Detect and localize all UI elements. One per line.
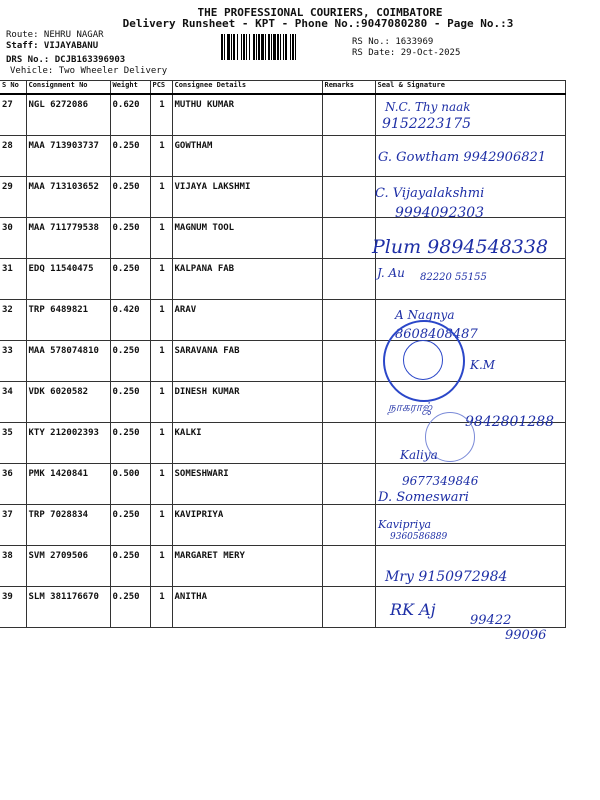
seal-signature-cell-text: [378, 136, 565, 141]
consignment-cell-text: MAA 711779538: [28, 223, 99, 233]
weight-cell-text: 0.500: [112, 469, 140, 479]
sno-cell: [0, 300, 26, 341]
remarks-cell: [322, 136, 375, 177]
consignment-cell-text: NGL 6272086: [28, 100, 89, 110]
weight-cell-text: 0.250: [112, 182, 140, 192]
phone-row-39-a: 99422: [470, 613, 512, 628]
shop-seal-stamp: [383, 320, 465, 402]
signature-row-38: Mry 9150972984: [385, 569, 508, 585]
consignment-cell: [26, 259, 110, 300]
sno-cell-text: 27: [2, 100, 13, 110]
consignment-cell: [26, 218, 110, 259]
weight-cell: [110, 382, 150, 423]
remarks-cell-text: [325, 218, 375, 223]
remarks-cell-text: [325, 423, 375, 428]
remarks-cell: [322, 341, 375, 382]
signature-row-37: Kavipriya: [378, 518, 432, 531]
pcs-cell-text: 1: [159, 510, 165, 520]
pcs-cell-text: 1: [159, 346, 165, 356]
signature-row-31: J. Au: [377, 266, 405, 280]
col-sno: S No: [0, 81, 26, 95]
consignee-cell: [172, 259, 322, 300]
pcs-cell-text: 1: [159, 387, 165, 397]
remarks-cell: [322, 423, 375, 464]
seal-signature-cell-text: [378, 177, 565, 182]
pcs-cell: [150, 587, 172, 628]
remarks-cell: [322, 382, 375, 423]
consignee-cell: [172, 464, 322, 505]
consignee-cell: [172, 505, 322, 546]
sno-cell-text: 34: [2, 387, 13, 397]
phone-row-39-b: 99096: [505, 628, 547, 643]
pcs-cell-text: 1: [159, 182, 165, 192]
remarks-cell-text: [325, 341, 375, 346]
seal-signature-cell-text: [378, 464, 565, 469]
weight-cell: [110, 300, 150, 341]
vehicle-label: Vehicle: Two Wheeler Delivery: [10, 66, 168, 76]
consignment-cell: [26, 136, 110, 177]
consignee-cell-text: ARAV: [174, 305, 197, 315]
sno-cell: [0, 94, 26, 136]
consignment-cell-text: SLM 381176670: [28, 592, 99, 602]
table-header-row: [0, 81, 565, 95]
signature-row-36: D. Someswari: [378, 490, 469, 505]
sno-cell-text: 33: [2, 346, 13, 356]
sno-cell: [0, 341, 26, 382]
weight-cell-text: 0.250: [112, 551, 140, 561]
consignment-cell-text: MAA 578074810: [28, 346, 99, 356]
company-title: THE PROFESSIONAL COURIERS, COIMBATORE: [197, 6, 443, 19]
consignment-cell-text: EDQ 11540475: [28, 264, 94, 274]
col-consignee: Consignee Details: [172, 81, 322, 95]
pcs-cell: [150, 546, 172, 587]
table-row: [0, 300, 565, 341]
signature-row-29: C. Vijayalakshmi: [375, 186, 485, 201]
sno-cell: [0, 423, 26, 464]
remarks-cell: [322, 505, 375, 546]
pcs-cell-text: 1: [159, 469, 165, 479]
weight-cell: [110, 546, 150, 587]
remarks-cell: [322, 259, 375, 300]
remarks-cell-text: [325, 382, 375, 387]
consignment-cell-text: VDK 6020582: [28, 387, 89, 397]
weight-cell: [110, 587, 150, 628]
sno-cell-text: 39: [2, 592, 13, 602]
pcs-cell: [150, 300, 172, 341]
consignee-cell-text: SARAVANA FAB: [174, 346, 240, 356]
remarks-cell: [322, 218, 375, 259]
consignment-cell: [26, 587, 110, 628]
weight-cell-text: 0.620: [112, 100, 140, 110]
signature-row-35: Kaliya: [400, 448, 438, 462]
pcs-cell-text: 1: [159, 264, 165, 274]
consignment-cell: [26, 423, 110, 464]
pcs-cell-text: 1: [159, 551, 165, 561]
pcs-cell-text: 1: [159, 100, 165, 110]
pcs-cell: [150, 177, 172, 218]
consignee-cell: [172, 423, 322, 464]
sno-cell-text: 30: [2, 223, 13, 233]
consignment-cell: [26, 382, 110, 423]
sno-cell-text: 35: [2, 428, 13, 438]
sno-cell-text: 36: [2, 469, 13, 479]
col-pcs: PCS: [150, 81, 172, 95]
seal-signature-cell-text: [378, 546, 565, 551]
weight-cell: [110, 259, 150, 300]
weight-cell-text: 0.250: [112, 264, 140, 274]
weight-cell: [110, 423, 150, 464]
consignee-cell: [172, 546, 322, 587]
remarks-cell-text: [325, 546, 375, 551]
sno-cell: [0, 136, 26, 177]
sno-cell: [0, 177, 26, 218]
remarks-cell-text: [325, 136, 375, 141]
sno-cell-text: 31: [2, 264, 13, 274]
sno-cell-text: 37: [2, 510, 13, 520]
weight-cell-text: 0.250: [112, 346, 140, 356]
sno-cell-text: 38: [2, 551, 13, 561]
weight-cell-text: 0.250: [112, 387, 140, 397]
weight-cell: [110, 464, 150, 505]
remarks-cell: [322, 464, 375, 505]
consignee-cell-text: GOWTHAM: [174, 141, 213, 151]
pcs-cell-text: 1: [159, 141, 165, 151]
phone-row-36: 9677349846: [402, 474, 479, 488]
barcode-bar: [296, 34, 298, 60]
pcs-cell: [150, 464, 172, 505]
pcs-cell: [150, 382, 172, 423]
pcs-cell: [150, 94, 172, 136]
weight-cell-text: 0.420: [112, 305, 140, 315]
consignment-cell: [26, 341, 110, 382]
consignee-cell-text: MARGARET MERY: [174, 551, 245, 561]
consignment-cell-text: PMK 1420841: [28, 469, 89, 479]
signature-row-32: A Nagnya: [395, 308, 455, 322]
drs-label: DRS No.: DCJB163396903: [6, 55, 126, 65]
remarks-cell-text: [325, 587, 375, 592]
sno-cell: [0, 218, 26, 259]
consignment-cell-text: TRP 6489821: [28, 305, 89, 315]
consignee-cell-text: SOMESHWARI: [174, 469, 229, 479]
consignment-cell: [26, 546, 110, 587]
table-row: [0, 464, 565, 505]
sno-cell-text: 29: [2, 182, 13, 192]
weight-cell-text: 0.250: [112, 141, 140, 151]
sno-cell: [0, 505, 26, 546]
pcs-cell-text: 1: [159, 223, 165, 233]
remarks-cell-text: [325, 259, 375, 264]
pcs-cell: [150, 423, 172, 464]
sno-cell: [0, 382, 26, 423]
phone-row-34: 9842801288: [465, 414, 555, 430]
rs-date: RS Date: 29-Oct-2025: [352, 48, 461, 58]
weight-cell: [110, 94, 150, 136]
signature-row-27: N.C. Thy naak: [385, 100, 471, 114]
signature-row-30: Plum 9894548338: [372, 236, 549, 258]
consignment-cell-text: MAA 713903737: [28, 141, 99, 151]
consignee-cell-text: KALKI: [174, 428, 202, 438]
pcs-cell: [150, 136, 172, 177]
remarks-cell: [322, 177, 375, 218]
table-row: [0, 94, 565, 136]
sno-cell-text: 32: [2, 305, 13, 315]
pcs-cell: [150, 505, 172, 546]
runsheet-subtitle: Delivery Runsheet - KPT - Phone No.:9047080280 - Page No.:3: [122, 17, 514, 30]
consignee-cell-text: KAVIPRIYA: [174, 510, 224, 520]
weight-cell-text: 0.250: [112, 592, 140, 602]
col-remarks: Remarks: [322, 81, 375, 95]
sno-cell-text: 28: [2, 141, 13, 151]
seal-signature-cell-text: [378, 587, 565, 592]
pcs-cell: [150, 341, 172, 382]
consignee-cell: [172, 136, 322, 177]
weight-cell: [110, 218, 150, 259]
remarks-cell-text: [325, 177, 375, 182]
weight-cell: [110, 136, 150, 177]
pcs-cell: [150, 259, 172, 300]
signature-row-34: நாகராஜ்: [388, 400, 433, 414]
consignee-cell: [172, 218, 322, 259]
weight-cell-text: 0.250: [112, 223, 140, 233]
remarks-cell: [322, 546, 375, 587]
pcs-cell-text: 1: [159, 305, 165, 315]
consignee-cell: [172, 94, 322, 136]
note-row-31: 82220 55155: [420, 272, 487, 283]
pcs-cell-text: 1: [159, 592, 165, 602]
barcode: [221, 34, 349, 60]
consignee-cell: [172, 341, 322, 382]
consignee-cell-text: VIJAYA LAKSHMI: [174, 182, 251, 192]
sno-cell: [0, 259, 26, 300]
remarks-cell-text: [325, 464, 375, 469]
col-consignment: Consignment No: [26, 81, 110, 95]
consignment-cell: [26, 300, 110, 341]
table-row: [0, 505, 565, 546]
consignee-cell-text: MUTHU KUMAR: [174, 100, 235, 110]
remarks-cell: [322, 94, 375, 136]
signature-row-28: G. Gowtham 9942906821: [378, 150, 547, 165]
pcs-cell: [150, 218, 172, 259]
consignment-cell-text: KTY 212002393: [28, 428, 99, 438]
consignee-cell-text: ANITHA: [174, 592, 208, 602]
signature-row-33: K.M: [470, 358, 496, 372]
remarks-cell-text: [325, 95, 375, 100]
consignment-cell: [26, 177, 110, 218]
rs-number: RS No.: 1633969: [352, 37, 434, 47]
remarks-cell: [322, 587, 375, 628]
consignee-cell: [172, 177, 322, 218]
col-seal: Seal & Signature: [375, 81, 565, 95]
remarks-cell-text: [325, 300, 375, 305]
weight-cell-text: 0.250: [112, 428, 140, 438]
route-label: Route: NEHRU NAGAR: [6, 30, 104, 40]
consignee-cell: [172, 587, 322, 628]
remarks-cell: [322, 300, 375, 341]
seal-signature-cell-text: [378, 259, 565, 264]
remarks-cell-text: [325, 505, 375, 510]
col-weight: Weight: [110, 81, 150, 95]
consignee-cell: [172, 382, 322, 423]
weight-cell: [110, 505, 150, 546]
seal-signature-cell-text: [378, 505, 565, 510]
phone-row-32: 8608408487: [395, 327, 478, 342]
sno-cell: [0, 464, 26, 505]
pcs-cell-text: 1: [159, 428, 165, 438]
phone-row-29: 9994092303: [395, 205, 485, 221]
consignee-cell-text: KALPANA FAB: [174, 264, 235, 274]
consignment-cell: [26, 464, 110, 505]
seal-signature-cell-text: [378, 300, 565, 305]
weight-cell: [110, 177, 150, 218]
consignee-cell-text: DINESH KUMAR: [174, 387, 240, 397]
phone-row-27: 9152223175: [382, 116, 472, 132]
weight-cell-text: 0.250: [112, 510, 140, 520]
sno-cell: [0, 546, 26, 587]
staff-label: Staff: VIJAYABANU: [6, 41, 99, 51]
weight-cell: [110, 341, 150, 382]
signature-row-39: RK Aj: [390, 600, 436, 619]
consignment-cell: [26, 505, 110, 546]
phone-row-37: 9360586889: [390, 532, 448, 542]
consignee-cell-text: MAGNUM TOOL: [174, 223, 235, 233]
consignee-cell: [172, 300, 322, 341]
consignment-cell-text: SVM 2709506: [28, 551, 89, 561]
sno-cell: [0, 587, 26, 628]
consignment-cell-text: MAA 713103652: [28, 182, 99, 192]
consignment-cell: [26, 94, 110, 136]
consignment-cell-text: TRP 7028834: [28, 510, 89, 520]
